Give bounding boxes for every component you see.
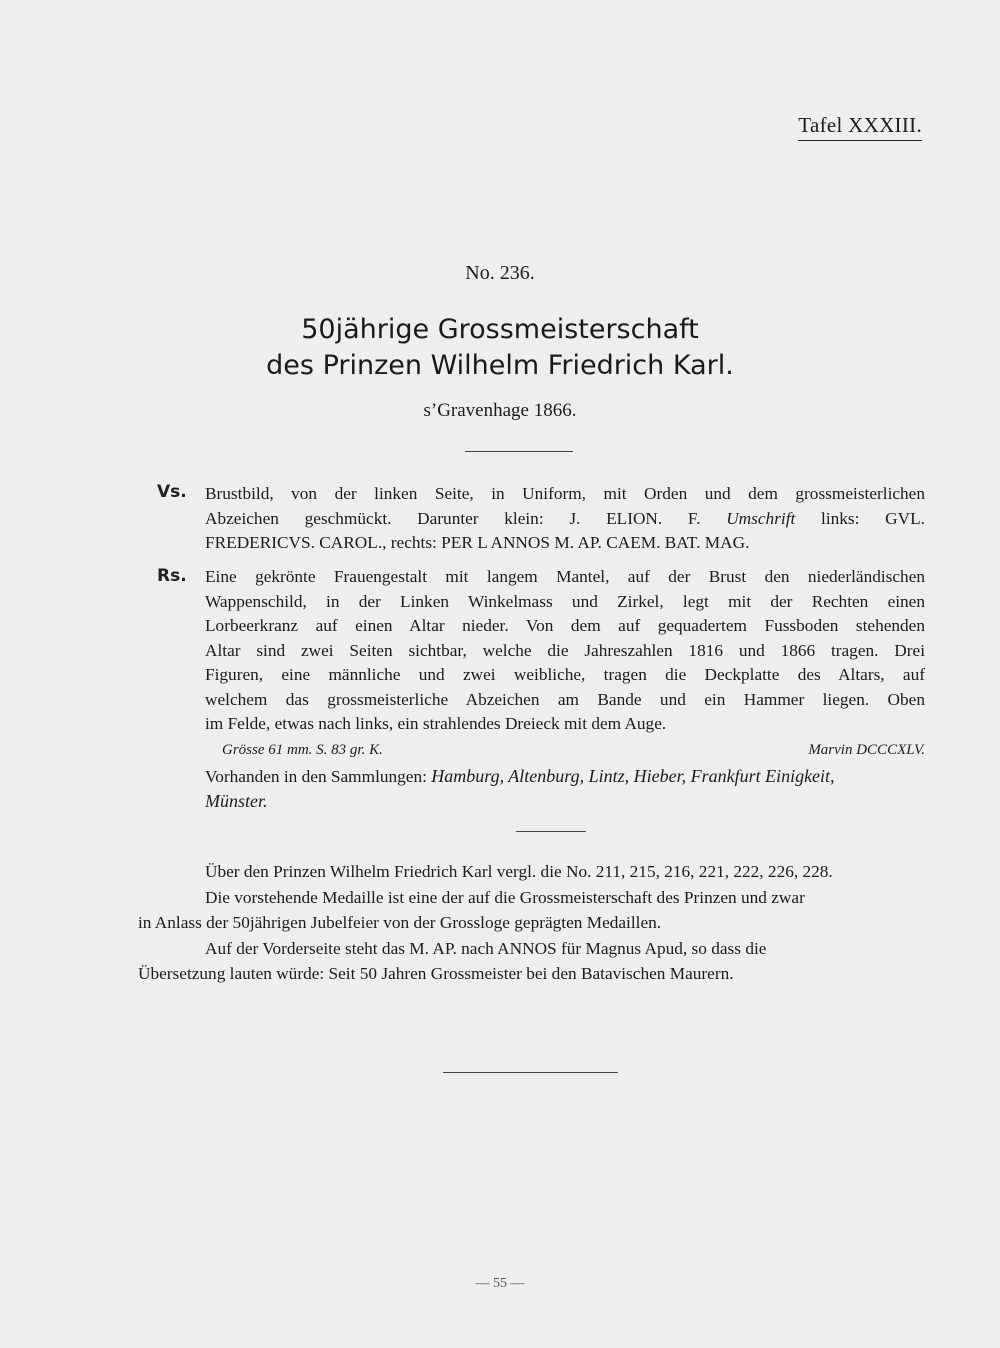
page-number: — 55 — [475,1276,525,1291]
reverse-description [205,565,925,737]
commentary-para-2b: in Anlass der 50jährigen Jubelfeier von der Grossloge geprägten Medaillen. [138,913,662,932]
reverse-line: Wappenschild, in der Linken Winkelmass und Zirkel, legt mit der Rechten einen [205,591,925,611]
medal-title [0,312,1000,384]
commentary-para-3a: Auf der Vorderseite steht das M. AP. nach ANNOS für Magnus Apud, so dass die [205,938,767,958]
commentary-para-1: Über den Prinzen Wilhelm Friedrich Karl vergl. die No. 211, 215, 216, 221, 222, 226, 228. [205,862,833,881]
commentary [138,859,925,987]
reverse-line: welchem das grossmeisterliche Abzeichen am Bande und ein Hammer liegen. Oben [205,689,925,709]
obverse-umschrift: Umschrift [726,508,796,528]
obverse-line-3: FREDERICVS. CAROL., rechts: PER L ANNOS M. AP. CAEM. BAT. MAG. [205,533,750,552]
reverse-line: Figuren, eine männliche und zwei weibliche, tragen die Deckplatte des Altars, auf [205,665,925,684]
title-line-1: 50jährige Grossmeisterschaft [301,314,699,345]
collections-line-1 [205,764,925,789]
obverse-line-1: Brustbild, von der linken Seite, in Uniform, mit Orden und dem grossmeisterlichen [205,484,925,503]
reference: Marvin DCCCXLV. [808,742,925,758]
collections [205,764,925,814]
size-weight: Grösse 61 mm. S. 83 gr. K. [222,742,383,758]
collections-prefix: Vorhanden in den Sammlungen: [205,767,427,786]
collections-line-2: Münster. [205,791,268,811]
reverse-label: Rs. [157,566,187,586]
commentary-para-3b: Übersetzung lauten würde: Seit 50 Jahren Grossmeister bei den Batavischen Maurern. [138,964,734,983]
reverse-line: Eine gekrönte Frauengestalt mit langem Mantel, auf der Brust den niederländischen [205,567,925,586]
medal-specs [222,742,925,759]
reverse-line: Altar sind zwei Seiten sichtbar, welche die Jahreszahlen 1816 und 1866 tragen. Drei [205,640,925,660]
divider-rule [516,831,586,832]
divider-rule [465,451,573,452]
title-line-2: des Prinzen Wilhelm Friedrich Karl. [266,350,734,381]
medal-number: No. 236. [465,262,535,284]
reverse-line-last: im Felde, etwas nach links, ein strahlendes Dreieck mit dem Auge. [205,714,667,733]
obverse-description [205,482,925,556]
place-date: s’Gravenhage 1866. [423,400,577,421]
reverse-line: Lorbeerkranz auf einen Altar nieder. Von dem auf gequadertem Fussboden stehenden [205,616,925,635]
obverse-label: Vs. [157,482,187,502]
commentary-para-2a: Die vorstehende Medaille ist eine der auf die Grossmeisterschaft des Prinzen und zwar [205,887,805,907]
divider-rule [443,1072,618,1073]
collections-places: Hamburg, Altenburg, Lintz, Hieber, Frankfurt Einigkeit, [431,766,835,786]
plate-label: Tafel XXXIII. [798,113,922,141]
obverse-line-2 [205,507,925,532]
obverse-line-2a: Abzeichen geschmückt. Darunter klein: J. ELION. F. [205,508,701,528]
obverse-line-2c: links: GVL. [821,508,925,528]
